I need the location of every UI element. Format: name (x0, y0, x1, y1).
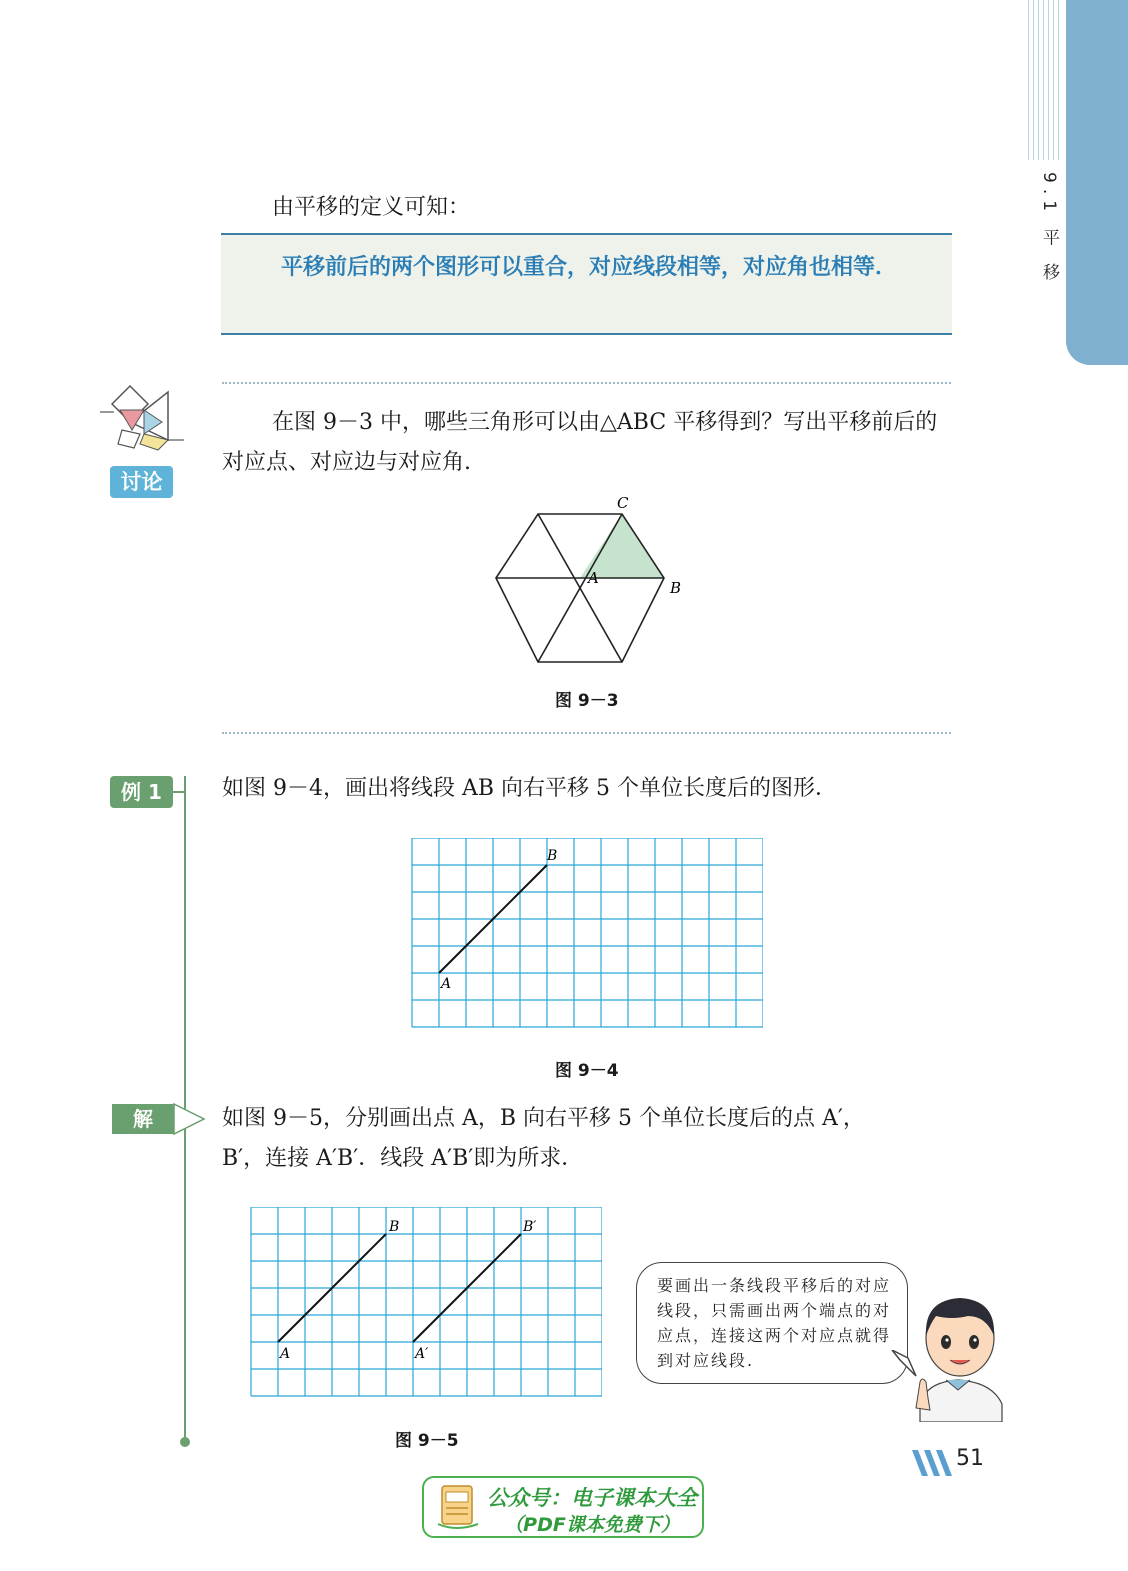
watermark-banner (422, 1476, 704, 1538)
label-b: B (547, 848, 558, 864)
figure-caption-9-5: 图 9－5 (395, 1431, 459, 1451)
label-a-prime: A′ (415, 1346, 429, 1362)
label-b-prime: B′ (523, 1219, 537, 1235)
label-a: A (441, 976, 452, 992)
label-c: C (617, 494, 629, 512)
hexagon-figure (486, 490, 686, 670)
grid-figure-9-5 (250, 1207, 602, 1399)
label-a: A (588, 569, 599, 587)
page-number: 51 (956, 1446, 984, 1471)
book-logo-icon (436, 1484, 480, 1532)
tangram-icon (100, 382, 188, 454)
example-tag: 例 1 (110, 776, 173, 808)
solution-tag: 解 (133, 1107, 153, 1131)
divider-dotted (222, 382, 951, 384)
watermark-line1: 公众号：电子课本大全 (487, 1486, 697, 1510)
discussion-tag: 讨论 (110, 466, 173, 498)
figure-caption-9-4: 图 9－4 (555, 1061, 619, 1081)
key-point-box (221, 233, 952, 335)
watermark-line2: （PDF课本免费下） (504, 1514, 680, 1536)
label-a: A (280, 1346, 291, 1362)
chapter-side-tab (1066, 0, 1128, 365)
key-point-text: 平移前后的两个图形可以重合，对应线段相等，对应角也相等． (281, 255, 898, 280)
intro-text: 由平移的定义可知： (272, 195, 471, 220)
discussion-text: 在图 9－3 中，哪些三角形可以由△ABC 平移得到？写出平移前后的对应点、对应边与对应角. (222, 410, 938, 475)
speech-bubble (636, 1262, 908, 1384)
speech-bubble-text: 要画出一条线段平移后的对应线段，只需画出两个端点的对应点，连接这两个对应点就得到对应线段. (657, 1276, 892, 1370)
label-b: B (670, 579, 682, 597)
example-text: 如图 9－4，画出将线段 AB 向右平移 5 个单位长度后的图形． (222, 776, 838, 801)
boy-illustration (906, 1286, 1016, 1422)
divider-dotted (222, 732, 951, 734)
solution-text-line1: 如图 9－5，分别画出点 A，B 向右平移 5 个单位长度后的点 A′， (222, 1106, 865, 1131)
section-title: 9.1 平 移 (1039, 172, 1059, 286)
page-number-stripes (912, 1450, 954, 1476)
label-b: B (389, 1219, 400, 1235)
grid-figure-9-4 (411, 838, 763, 1030)
solution-text-line2: B′，连接 A′B′．线段 A′B′即为所求． (222, 1146, 584, 1171)
figure-caption-9-3: 图 9－3 (555, 691, 619, 711)
guide-end-dot (180, 1437, 190, 1447)
side-decoration-lines (1026, 0, 1064, 160)
